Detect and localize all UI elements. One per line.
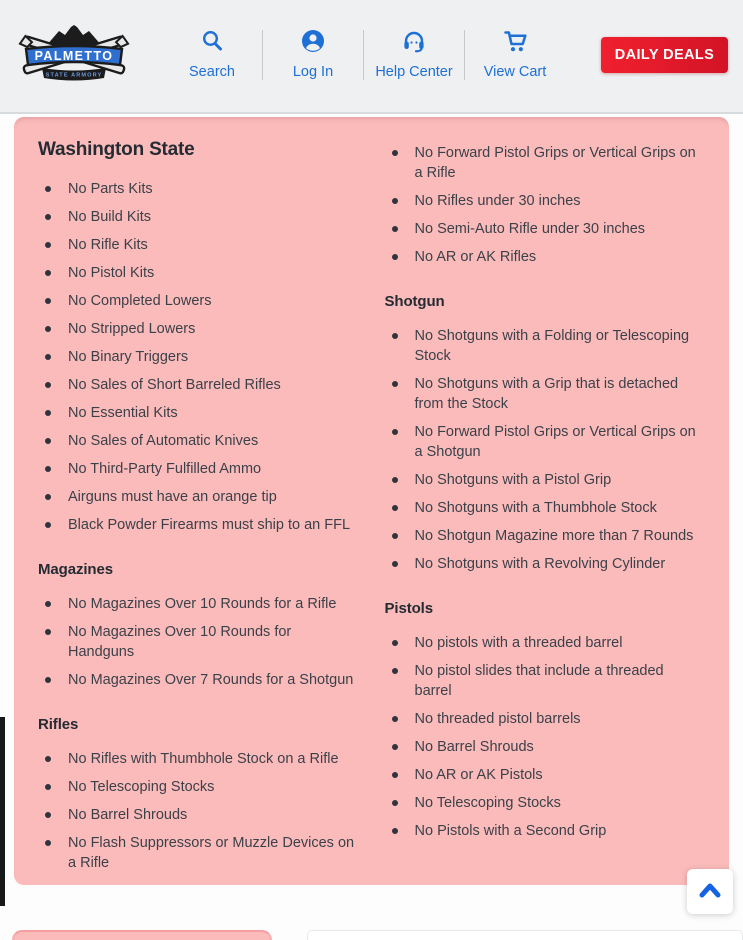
restriction-item [385, 554, 704, 574]
cart-icon [503, 28, 528, 54]
restriction-text: No Shotguns with a Revolving Cylinder [414, 556, 666, 572]
bullet-icon [45, 756, 51, 762]
restriction-item [385, 526, 704, 546]
bullet-icon [392, 640, 398, 646]
restriction-item [38, 594, 357, 614]
restriction-item [38, 805, 357, 825]
headset-icon [401, 28, 427, 54]
bullet-icon [392, 226, 398, 232]
restriction-text: No Rifle Kits [68, 237, 148, 253]
restriction-item [38, 375, 357, 395]
nav-label-view-cart: View Cart [483, 64, 547, 80]
restriction-item [385, 191, 704, 211]
bullet-icon [392, 716, 398, 722]
chevron-up-icon [698, 881, 722, 903]
bullet-icon [392, 744, 398, 750]
restriction-item [38, 347, 357, 367]
restriction-item [38, 235, 357, 255]
restriction-item [385, 470, 704, 490]
restriction-text: No Telescoping Stocks [68, 779, 215, 795]
restriction-text: No Third-Party Fulfilled Ammo [68, 461, 262, 477]
restriction-item [38, 777, 357, 797]
restriction-text: No AR or AK Pistols [414, 767, 543, 783]
restriction-item [38, 749, 357, 769]
restriction-text: Black Powder Firearms must ship to an FFL [68, 517, 351, 533]
restriction-text: No Shotguns with a Pistol Grip [414, 472, 612, 488]
restriction-text: No Magazines Over 10 Rounds for a Rifle [68, 596, 337, 612]
bullet-icon [392, 505, 398, 511]
bullet-icon [45, 677, 51, 683]
bullet-icon [392, 668, 398, 674]
restriction-item [385, 661, 704, 701]
bullet-icon [45, 466, 51, 472]
bullet-icon [45, 601, 51, 607]
bullet-icon [392, 828, 398, 834]
restriction-item [38, 207, 357, 227]
nav-label-search: Search [189, 64, 235, 80]
bullet-icon [45, 242, 51, 248]
nav-search[interactable] [162, 26, 262, 84]
state-restrictions-card [14, 117, 729, 885]
next-card-pink-peek [12, 930, 272, 940]
section-heading: Shotgun [384, 293, 445, 310]
bullet-icon [392, 477, 398, 483]
restriction-list [385, 633, 704, 841]
restriction-text: No pistols with a threaded barrel [414, 635, 623, 651]
restriction-item [385, 737, 704, 757]
restriction-text: No Barrel Shrouds [68, 807, 188, 823]
restriction-item [385, 422, 704, 462]
restriction-item [38, 833, 357, 873]
restriction-text: No Pistols with a Second Grip [414, 823, 607, 839]
restriction-item [385, 709, 704, 729]
restrictions-right-column [385, 133, 704, 881]
restriction-text: No Telescoping Stocks [414, 795, 561, 811]
restriction-item [38, 319, 357, 339]
bullet-icon [45, 438, 51, 444]
bullet-icon [392, 429, 398, 435]
restriction-item [38, 459, 357, 479]
restriction-text: No Stripped Lowers [68, 321, 196, 337]
restriction-text: No Pistol Kits [68, 265, 155, 281]
restriction-item [38, 263, 357, 283]
restriction-item [38, 179, 357, 199]
bullet-icon [45, 298, 51, 304]
header-nav [162, 26, 565, 84]
restrictions-left-column [38, 133, 357, 881]
restriction-item [385, 821, 704, 841]
bullet-icon [392, 333, 398, 339]
section-heading: Rifles [38, 716, 79, 733]
bullet-icon [392, 381, 398, 387]
bullet-icon [45, 410, 51, 416]
restriction-text: No Parts Kits [68, 181, 153, 197]
restriction-item [385, 326, 704, 366]
bullet-icon [45, 186, 51, 192]
restriction-list [38, 749, 357, 873]
logo-text-state-armory: STATE ARMORY [45, 72, 103, 79]
bullet-icon [45, 784, 51, 790]
restriction-list [38, 179, 357, 535]
bullet-icon [45, 629, 51, 635]
bullet-icon [392, 254, 398, 260]
bullet-icon [45, 326, 51, 332]
bullet-icon [45, 354, 51, 360]
user-icon [301, 28, 325, 54]
restriction-text: No Magazines Over 10 Rounds for Handguns [68, 624, 292, 660]
restriction-list [385, 143, 704, 267]
section-heading: Magazines [38, 561, 113, 578]
restriction-text: No Forward Pistol Grips or Vertical Grips on a Rifle [414, 145, 696, 181]
restriction-text: No Essential Kits [68, 405, 178, 421]
restriction-text: No Shotguns with a Folding or Telescoping Stock [414, 328, 690, 364]
palmetto-logo[interactable] [18, 22, 130, 90]
restriction-item [38, 670, 357, 690]
bullet-icon [45, 382, 51, 388]
bullet-icon [392, 561, 398, 567]
bullet-icon [392, 800, 398, 806]
restriction-text: No pistol slides that include a threaded barrel [414, 663, 664, 699]
bullet-icon [45, 522, 51, 528]
search-icon [200, 28, 224, 54]
restriction-text: No AR or AK Rifles [414, 249, 537, 265]
left-edge-overlay [0, 717, 5, 906]
restriction-text: No Binary Triggers [68, 349, 189, 365]
restriction-text: No Rifles with Thumbhole Stock on a Rifle [68, 751, 339, 767]
nav-label-log-in: Log In [292, 64, 334, 80]
restriction-text: No Rifles under 30 inches [414, 193, 581, 209]
nav-log-in[interactable] [263, 26, 363, 84]
restriction-item [385, 374, 704, 414]
restriction-text: No Sales of Short Barreled Rifles [68, 377, 281, 393]
bullet-icon [45, 812, 51, 818]
bullet-icon [392, 198, 398, 204]
restriction-item [385, 143, 704, 183]
bullet-icon [392, 533, 398, 539]
restriction-item [38, 515, 357, 535]
bullet-icon [45, 494, 51, 500]
restriction-text: No Magazines Over 7 Rounds for a Shotgun [68, 672, 354, 688]
restriction-text: No Shotguns with a Thumbhole Stock [414, 500, 657, 516]
scroll-to-top-button[interactable] [687, 869, 733, 914]
logo-text-palmetto: PALMETTO [34, 49, 114, 63]
restriction-text: No Completed Lowers [68, 293, 212, 309]
restriction-text: No Shotgun Magazine more than 7 Rounds [414, 528, 694, 544]
restriction-text: No threaded pistol barrels [414, 711, 581, 727]
restriction-item [38, 403, 357, 423]
restriction-text: No Semi-Auto Rifle under 30 inches [414, 221, 646, 237]
bullet-icon [45, 840, 51, 846]
restriction-text: No Flash Suppressors or Muzzle Devices on a Rifle [68, 835, 355, 871]
restriction-item [385, 765, 704, 785]
nav-label-help-center: Help Center [375, 64, 453, 80]
restriction-item [385, 633, 704, 653]
bullet-icon [45, 214, 51, 220]
restriction-text: No Barrel Shrouds [414, 739, 534, 755]
restriction-item [38, 431, 357, 451]
site-header [0, 0, 743, 114]
restriction-list [385, 326, 704, 574]
restriction-item [38, 291, 357, 311]
restriction-item [385, 219, 704, 239]
restriction-text: No Sales of Automatic Knives [68, 433, 259, 449]
restriction-text: No Shotguns with a Grip that is detached from the Stock [414, 376, 679, 412]
bullet-icon [392, 150, 398, 156]
restriction-list [38, 594, 357, 690]
restriction-text: Airguns must have an orange tip [68, 489, 277, 505]
palmetto-logo-graphic [18, 22, 130, 90]
section-heading: Pistols [384, 600, 433, 617]
restriction-text: No Forward Pistol Grips or Vertical Grips on a Shotgun [414, 424, 696, 460]
bullet-icon [45, 270, 51, 276]
nav-help-center[interactable] [364, 26, 464, 84]
restriction-item [38, 487, 357, 507]
restriction-item [38, 622, 357, 662]
restriction-item [385, 498, 704, 518]
next-card-white-peek [307, 930, 743, 940]
page-title: Washington State [38, 139, 195, 160]
restriction-item [385, 247, 704, 267]
bullet-icon [392, 772, 398, 778]
daily-deals-button[interactable]: DAILY DEALS [601, 37, 728, 73]
nav-view-cart[interactable] [465, 26, 565, 84]
restriction-item [385, 793, 704, 813]
restriction-text: No Build Kits [68, 209, 152, 225]
